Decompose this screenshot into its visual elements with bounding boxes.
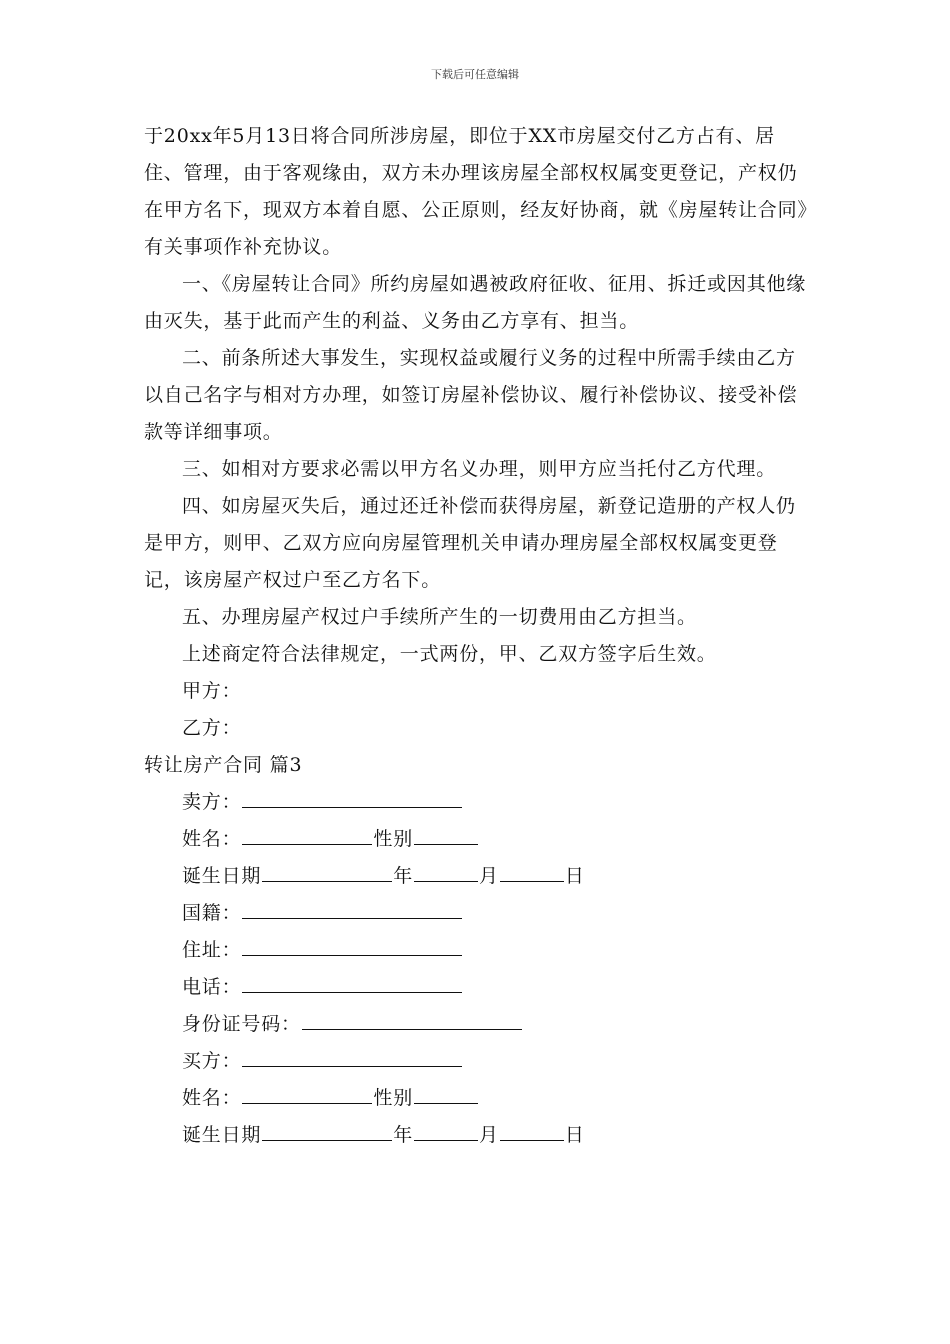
paragraph-clause-3: 三、如相对方要求必需以甲方名义办理，则甲方应当托付乙方代理。 <box>182 458 777 480</box>
buyer-label: 买方： <box>182 1050 242 1072</box>
seller-address-line <box>144 932 808 969</box>
birth-month-blank <box>414 861 478 882</box>
gender-blank <box>414 824 478 845</box>
seller-nationality-line <box>144 895 808 932</box>
document-body <box>144 118 808 1154</box>
seller-birth-line <box>144 858 808 895</box>
buyer-birth-line <box>144 1117 808 1154</box>
section-title: 转让房产合同 篇3 <box>144 754 303 776</box>
paragraph-clause-4: 四、如房屋灭失后，通过还迁补偿而获得房屋，新登记造册的产权人仍是甲方，则甲、乙双方应向房屋管理机关申请办理房屋全部权权属变更登记，该房屋产权过户至乙方名下。 <box>144 495 796 591</box>
month-label: 月 <box>479 865 499 887</box>
seller-id-line <box>144 1006 808 1043</box>
seller-label: 卖方： <box>182 791 242 813</box>
nationality-label: 国籍： <box>182 902 242 924</box>
year-label: 年 <box>393 1124 414 1146</box>
name-blank <box>242 1083 372 1104</box>
id-number-blank <box>302 1009 522 1030</box>
month-label: 月 <box>479 1124 499 1146</box>
birth-month-blank <box>414 1120 478 1141</box>
paragraph-clause-1: 一、《房屋转让合同》所约房屋如遇被政府征收、征用、拆迁或因其他缘由灭失，基于此而产生的利益、义务由乙方享有、担当。 <box>144 273 807 332</box>
address-blank <box>242 935 462 956</box>
paragraph-clause-2: 二、前条所述大事发生，实现权益或履行义务的过程中所需手续由乙方以自己名字与相对方办理，如签订房屋补偿协议、履行补偿协议、接受补偿款等详细事项。 <box>144 347 798 443</box>
gender-label: 性别 <box>373 828 414 850</box>
name-label: 姓名： <box>182 1087 242 1109</box>
name-label: 姓名： <box>182 828 242 850</box>
birth-label: 诞生日期 <box>182 1124 262 1146</box>
phone-label: 电话： <box>182 976 242 998</box>
gender-blank <box>414 1083 478 1104</box>
seller-line <box>144 784 808 821</box>
year-label: 年 <box>393 865 414 887</box>
birth-day-blank <box>500 861 564 882</box>
paragraph-intro: 于20xx年5月13日将合同所涉房屋，即位于XX市房屋交付乙方占有、居住、管理，由于客观缘由，双方未办理该房屋全部权权属变更登记，产权仍在甲方名下，现双方本着自愿、公正原则，经友好协商，就《房屋转让合同》有关事项作补充协议。 <box>144 125 808 258</box>
phone-blank <box>242 972 462 993</box>
buyer-name-line <box>144 1080 808 1117</box>
day-label: 日 <box>564 1124 585 1146</box>
birth-label: 诞生日期 <box>182 865 262 887</box>
nationality-blank <box>242 898 462 919</box>
seller-name-line <box>144 821 808 858</box>
paragraph-effective: 上述商定符合法律规定，一式两份，甲、乙双方签字后生效。 <box>182 643 717 665</box>
birth-day-blank <box>500 1120 564 1141</box>
seller-blank <box>242 787 462 808</box>
id-number-label: 身份证号码： <box>182 1013 301 1035</box>
birth-year-blank <box>262 1120 392 1141</box>
buyer-blank <box>242 1046 462 1067</box>
party-a-signature: 甲方： <box>182 680 242 702</box>
gender-label: 性别 <box>373 1087 414 1109</box>
party-b-signature: 乙方： <box>182 717 242 739</box>
address-label: 住址： <box>182 939 242 961</box>
page-header: 下载后可任意编辑 <box>431 68 519 81</box>
day-label: 日 <box>564 865 585 887</box>
birth-year-blank <box>262 861 392 882</box>
seller-phone-line <box>144 969 808 1006</box>
name-blank <box>242 824 372 845</box>
paragraph-clause-5: 五、办理房屋产权过户手续所产生的一切费用由乙方担当。 <box>182 606 697 628</box>
buyer-line <box>144 1043 808 1080</box>
